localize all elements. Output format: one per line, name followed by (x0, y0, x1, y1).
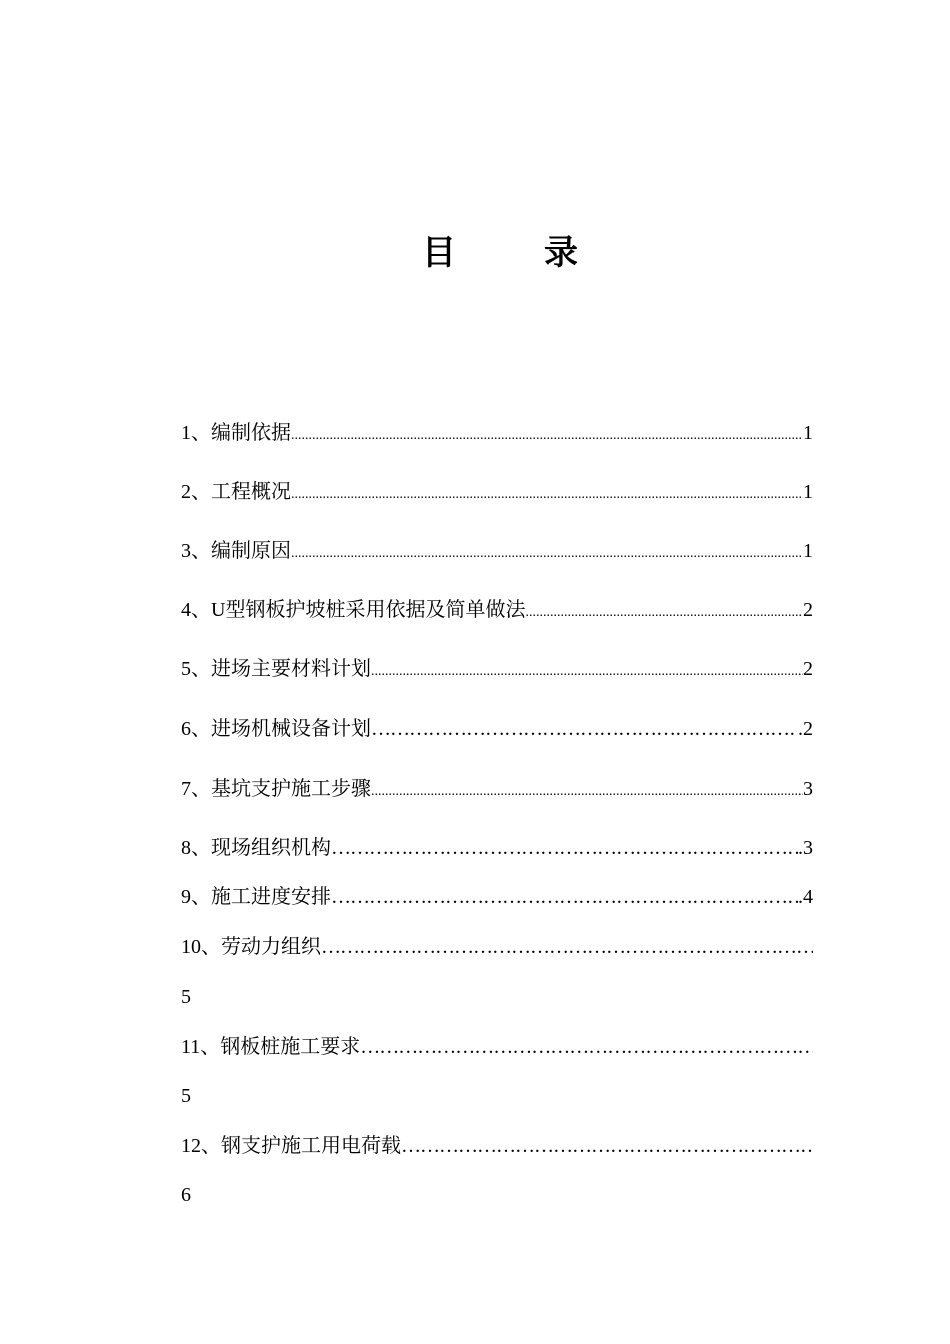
toc-entry-label: 2、工程概况 (181, 481, 291, 503)
toc-entry-label: 10、劳动力组织 (181, 936, 321, 958)
toc-entry-label: 6、进场机械设备计划 (181, 718, 371, 740)
toc-entry-label: 11、钢板桩施工要求 (181, 1036, 361, 1058)
toc-entry-page: 2 (803, 658, 813, 680)
toc-entry-page: 5 (181, 1085, 191, 1107)
dot-leader (331, 882, 798, 912)
dot-leader (371, 654, 803, 687)
dot-leader (291, 418, 803, 451)
toc-entry-4[interactable] (181, 595, 813, 625)
toc-entry-3[interactable] (181, 536, 813, 566)
toc-entry-page: 2 (803, 599, 813, 621)
dot-leader (291, 536, 803, 569)
toc-entry-page: 5 (181, 986, 191, 1008)
title-char-1: 目 (422, 235, 456, 272)
toc-entry-page: 6 (181, 1184, 191, 1206)
dot-leader (371, 714, 798, 744)
toc-entry-10[interactable] (181, 932, 813, 962)
dot-leader (371, 774, 803, 807)
toc-entry-page: .3 (798, 837, 813, 859)
dot-leader (291, 477, 803, 510)
dot-leader (525, 595, 803, 628)
dot-leader (360, 1032, 813, 1062)
toc-entry-label: 12、钢支护施工用电荷载 (181, 1135, 401, 1157)
page-title (0, 225, 950, 274)
toc-entry-label: 1、编制依据 (181, 422, 291, 444)
toc-entry-8[interactable] (181, 833, 813, 863)
toc-entry-1[interactable] (181, 418, 813, 448)
toc-entry-12[interactable] (181, 1131, 813, 1161)
toc-entry-11[interactable] (181, 1032, 813, 1062)
toc-entry-7[interactable] (181, 774, 813, 804)
dot-leader (331, 833, 798, 863)
toc-entry-page: 1 (803, 540, 813, 562)
toc-entry-page: 1 (803, 422, 813, 444)
toc-entry-label: 3、编制原因 (181, 540, 291, 562)
toc-entry-label: 7、基坑支护施工步骤 (181, 778, 371, 800)
dot-leader (401, 1131, 813, 1161)
title-char-2: 录 (544, 235, 578, 272)
toc-entry-page: 1 (803, 481, 813, 503)
dot-leader (321, 932, 813, 962)
toc-entry-2[interactable] (181, 477, 813, 507)
toc-entry-label: 5、进场主要材料计划 (181, 658, 371, 680)
toc-entry-page: .4 (798, 886, 813, 908)
toc-entry-9[interactable] (181, 882, 813, 912)
toc-entry-6[interactable] (181, 714, 813, 744)
toc-entry-label: 9、施工进度安排 (181, 886, 331, 908)
toc-entry-page: .2 (798, 718, 813, 740)
toc-entry-page: 3 (803, 778, 813, 800)
toc-entry-label: 4、U型钢板护坡桩采用依据及简单做法 (181, 599, 526, 621)
toc-entry-label: 8、现场组织机构 (181, 837, 331, 859)
toc-entry-5[interactable] (181, 654, 813, 684)
